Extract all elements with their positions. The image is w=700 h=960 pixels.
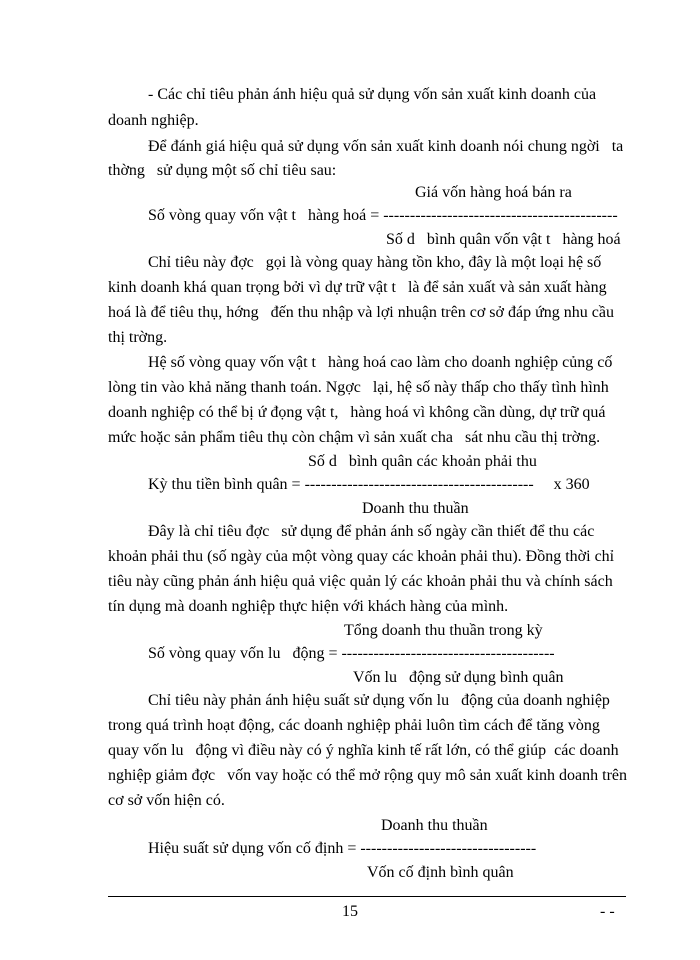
formula-line: Số vòng quay vốn lu động = ---------------------------------------- [148, 645, 555, 662]
text-line: trong quá trình hoạt động, các doanh nghiệp phải luôn tìm cách để tăng vòng [108, 717, 600, 734]
text-line: khoản phải thu (số ngày của một vòng quay các khoản phải thu). Đồng thời chỉ [108, 548, 615, 565]
formula-denominator: Vốn lu động sử dụng bình quân [353, 669, 564, 686]
text-line: thờng sử dụng một số chỉ tiêu sau: [108, 162, 337, 179]
text-line: Chỉ tiêu này phản ánh hiệu suất sử dụng vốn lu động của doanh nghiệp [148, 692, 610, 709]
text-line: nghiệp giảm đợc vốn vay hoặc có thể mở rộng quy mô sản xuất kinh doanh trên [108, 767, 628, 784]
formula-line: Kỳ thu tiền bình quân = ------------------------------------------- x 360 [148, 476, 590, 493]
footer-mark: - - [600, 903, 615, 920]
text-line: - Các chỉ tiêu phản ánh hiệu quả sử dụng vốn sản xuất kinh doanh của [148, 86, 597, 103]
formula-numerator: Tổng doanh thu thuần trong kỳ [344, 622, 543, 639]
text-line: cơ sở vốn hiện có. [108, 792, 225, 809]
formula-denominator: Số d bình quân vốn vật t hàng hoá [386, 231, 621, 248]
formula-numerator: Doanh thu thuần [381, 817, 488, 834]
text-line: Để đánh giá hiệu quả sử dụng vốn sản xuất kinh doanh nói chung ngời ta [148, 138, 624, 155]
text-line: quay vốn lu động vì điều này có ý nghĩa kinh tế rất lớn, có thể giúp các doanh [108, 742, 619, 759]
text-line: kinh doanh khá quan trọng bởi vì dự trữ vật t là để sản xuất và sản xuất hàng [108, 279, 607, 296]
formula-line: Hiệu suất sử dụng vốn cố định = --------------------------------- [148, 840, 537, 857]
formula-denominator: Doanh thu thuần [362, 500, 469, 517]
formula-numerator: Số d bình quân các khoản phải thu [308, 453, 537, 470]
formula-line: Số vòng quay vốn vật t hàng hoá = -------------------------------------------- [148, 207, 618, 224]
text-line: Hệ số vòng quay vốn vật t hàng hoá cao làm cho doanh nghiệp củng cố [148, 354, 613, 371]
text-line: Chỉ tiêu này đợc gọi là vòng quay hàng tồn kho, đây là một loại hệ số [148, 254, 602, 271]
formula-denominator: Vốn cố định bình quân [367, 864, 514, 881]
text-line: doanh nghiệp. [108, 112, 199, 129]
text-line: tín dụng mà doanh nghiệp thực hiện với khách hàng của mình. [108, 598, 509, 615]
text-line: hoá là để tiêu thụ, hớng đến thu nhập và lợi nhuận trên cơ sở đáp ứng nhu cầu [108, 304, 614, 321]
text-line: doanh nghiệp có thể bị ứ đọng vật t, hàng hoá vì không cần dùng, dự trữ quá [108, 404, 606, 421]
text-line: thị trờng. [108, 329, 168, 346]
text-line: Đây là chỉ tiêu đợc sử dụng để phản ánh số ngày cần thiết để thu các [148, 523, 595, 540]
text-line: tiêu này cũng phản ánh hiệu quả việc quản lý các khoản phải thu và chính sách [108, 573, 613, 590]
text-line: lòng tin vào khả năng thanh toán. Ngợc lại, hệ số này thấp cho thấy tình hình [108, 379, 609, 396]
page-number: 15 [342, 903, 358, 920]
formula-numerator: Giá vốn hàng hoá bán ra [415, 184, 572, 201]
text-line: mức hoặc sản phẩm tiêu thụ còn chậm vì sản xuất cha sát nhu cầu thị trờng. [108, 429, 601, 446]
footer-divider [108, 896, 626, 897]
